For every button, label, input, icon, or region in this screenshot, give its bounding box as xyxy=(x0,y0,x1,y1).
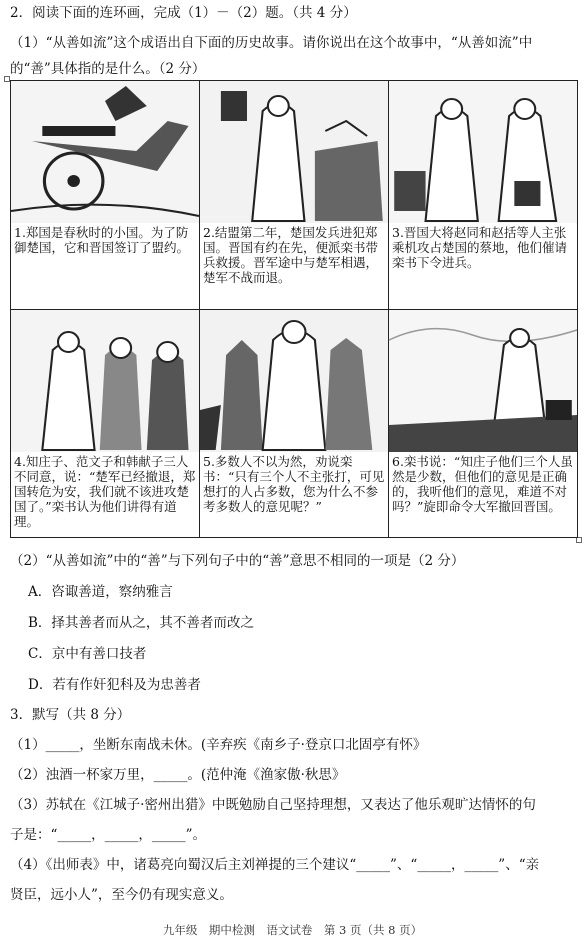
question-3-title: 3．默写（共 8 分） xyxy=(10,707,131,723)
comic-caption-1: 1.郑国是春秋时的小国。为了防御楚国，它和晋国签订了盟约。 xyxy=(14,225,190,255)
question-2-title: 2．阅读下面的连环画，完成（1）－（2）题。（共 4 分） xyxy=(10,5,357,21)
comic-caption-2: 2.结盟第二年，楚国发兵进犯郑国。晋国有约在先，便派栾书带兵救援。晋军途中与楚军相遇，楚军不战而退。 xyxy=(203,225,379,285)
question-2-part-1-line-1: （1）“从善如流”这个成语出自下面的历史故事。请你说出在这个故事中，“从善如流”中 xyxy=(10,35,533,51)
comic-image-officials-debating xyxy=(11,310,199,452)
comic-image-crowd-of-officials xyxy=(200,310,388,452)
comic-caption-5: 5.多数人不以为然，劝说栾书：“只有三个人不主张打，可见想打的人占多数，您为什么不参考多数人的意见呢？” xyxy=(203,453,385,514)
comic-strip-table xyxy=(10,80,578,538)
comic-image-general-with-soldiers xyxy=(200,81,388,223)
comic-panel-2 xyxy=(200,81,389,310)
question-2-part-1-line-2: 的“善”具体指的是什么。（2 分） xyxy=(10,61,206,77)
comic-panel-3 xyxy=(389,81,578,310)
question-3-item-3-line-2: 子是：“_____，_____，_____”。 xyxy=(10,827,207,843)
question-3-item-1: （1）_____，坐断东南战未休。(辛弃疾《南乡子·登京口北固亭有怀》 xyxy=(10,737,427,753)
question-3-item-3-line-1: （3）苏轼在《江城子·密州出猎》中既勉励自己坚持理想，又表达了他乐观旷达情怀的句 xyxy=(10,797,536,813)
comic-image-chariot-battle xyxy=(11,81,199,223)
comic-panel-4 xyxy=(11,309,200,538)
question-3-item-4-line-2: 贤臣，远小人”，至今仍有现实意义。 xyxy=(10,887,233,903)
page-footer: 九年级 期中检测 语文试卷 第 3 页（共 8 页） xyxy=(162,923,423,937)
question-3-item-2: （2）浊酒一杯家万里，_____。(范仲淹《渔家傲·秋思》 xyxy=(10,767,346,783)
question-3-item-4-line-1: （4）《出师表》中，诸葛亮向蜀汉后主刘禅提的三个建议“_____”、“_____，_____”、“亲 xyxy=(10,857,540,873)
comic-caption-3: 3.晋国大将赵同和赵括等人主张乘机攻占楚国的蔡地，他们催请栾书下令进兵。 xyxy=(392,225,568,270)
comic-panel-6 xyxy=(389,309,578,538)
option-d: D．若有作奸犯科及为忠善者 xyxy=(28,677,201,693)
comic-caption-4: 4.知庄子、范文子和韩献子三人不同意，说：“楚军已经撤退，郑国转危为安，我们就不该进攻楚国了。”栾书认为他们讲得有道理。 xyxy=(14,453,196,529)
comic-caption-6: 6.栾书说：“知庄子他们三个人虽然是少数，但他们的意见是正确的，我听他们的意见，难道不对吗？”旋即命令大军撤回晋国。 xyxy=(392,453,573,514)
option-b: B．择其善者而从之，其不善者而改之 xyxy=(28,615,254,631)
comic-panel-1 xyxy=(11,81,200,310)
comic-image-army-retreating xyxy=(389,310,577,452)
question-2-part-2: （2）“从善如流”中的“善”与下列句子中的“善”意思不相同的一项是（2 分） xyxy=(10,553,465,569)
option-a: A．咨诹善道，察纳雅言 xyxy=(28,584,173,600)
comic-panel-5 xyxy=(200,309,389,538)
comic-image-generals-conversing xyxy=(389,81,577,223)
option-c: C．京中有善口技者 xyxy=(28,646,147,662)
